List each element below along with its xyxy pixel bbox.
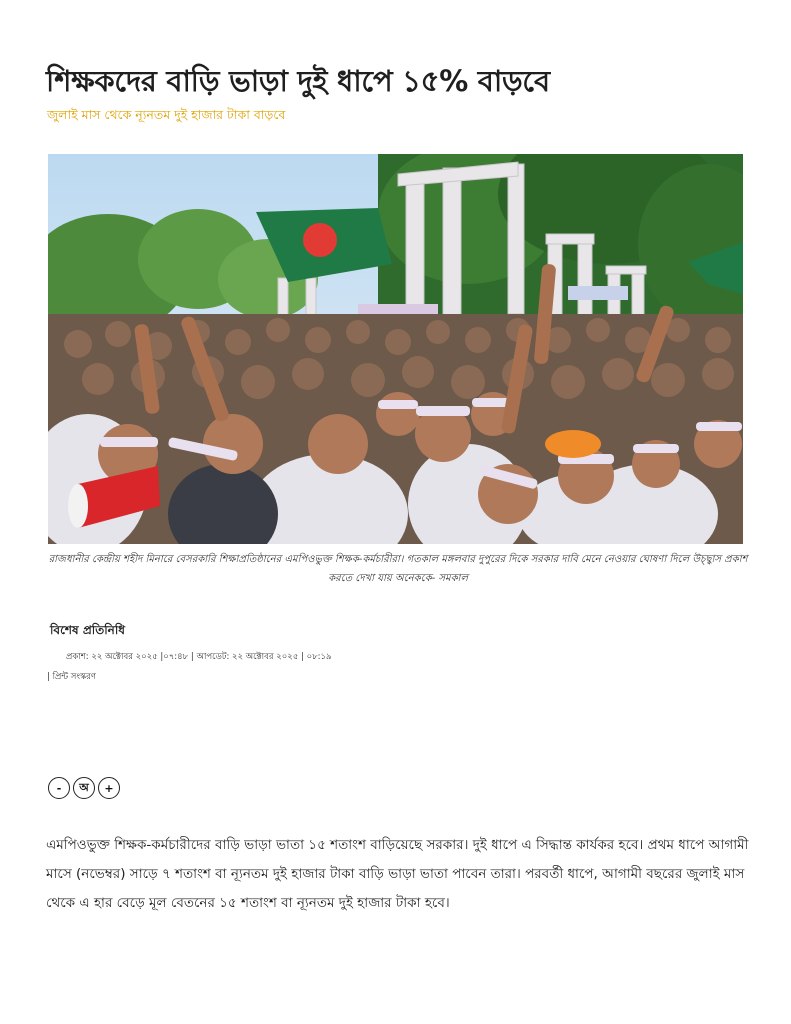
subheadline: জুলাই মাস থেকে ন্যূনতম দুই হাজার টাকা বাড়বে [47,107,286,122]
font-reset-button[interactable]: অ [73,777,95,799]
article-body [46,831,756,918]
print-edition-link[interactable]: | প্রিন্ট সংস্করণ [47,672,96,682]
author-byline[interactable]: বিশেষ প্রতিনিধি [50,623,125,637]
article-photo [48,154,743,544]
font-size-controls [48,777,120,799]
font-decrease-button[interactable]: - [48,777,70,799]
photo-caption: রাজধানীর কেন্দ্রীয় শহীদ মিনারে বেসরকারি শিক্ষাপ্রতিষ্ঠানের এমপিওভুক্ত শিক্ষক-কর্মচারীরা। গতকাল মঙ্গলবার দুপুরের দিকে সরকার দাবি মেনে নেওয়ার ঘোষণা দিলে উচ্ছ্বাস প্রকাশ করতে দেখা যায় অনেককে- সমকাল [48,554,748,584]
font-increase-button[interactable]: + [98,777,120,799]
protest-photo-icon [48,154,743,544]
body-paragraph: এমপিওভুক্ত শিক্ষক-কর্মচারীদের বাড়ি ভাড়া ভাতা ১৫ শতাংশ বাড়িয়েছে সরকার। দুই ধাপে এ সিদ্ধান্ত কার্যকর হবে। প্রথম ধাপে আগামী মাসে (নভেম্বর) সাড়ে ৭ শতাংশ বা ন্যূনতম দুই হাজার টাকা বাড়ি ভাড়া ভাতা পাবেন তারা। পরবর্তী ধাপে, আগামী বছরের জুলাই মাস থেকে এ হার বেড়ে মূল বেতনের ১৫ শতাংশ বা ন্যূনতম দুই হাজার টাকা হবে। [46,837,749,911]
publish-meta: প্রকাশ: ২২ অক্টোবর ২০২৫ |০৭:৪৮ | আপডেট: ২২ অক্টোবর ২০২৫ | ০৮:১৯ [66,652,332,662]
headline: শিক্ষকদের বাড়ি ভাড়া দুই ধাপে ১৫% বাড়বে [46,64,550,98]
